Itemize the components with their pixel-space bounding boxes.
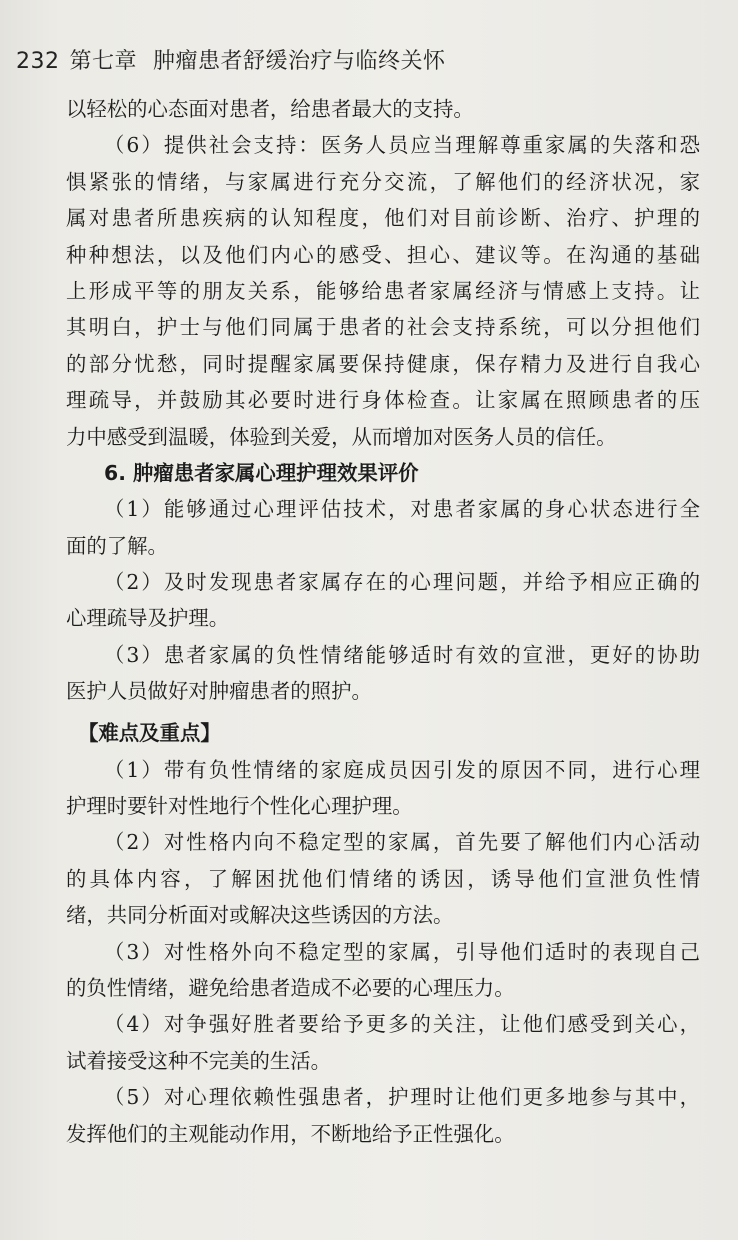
text-line: 绪，共同分析面对或解决这些诱因的方法。 [66,903,454,928]
text-line: 医护人员做好对肿瘤患者的照护。 [66,679,372,704]
text-line: 属对患者所患疾病的认知程度，他们对目前诊断、治疗、护理的 [66,206,700,231]
text-line: 上形成平等的朋友关系，能够给患者家属经济与情感上支持。让 [66,278,700,303]
paragraph-evaluation-2 [66,564,700,637]
text-line: 试着接受这种不完美的生活。 [66,1048,332,1073]
text-line: 惧紧张的情绪，与家属进行充分交流，了解他们的经济状况，家 [66,169,700,194]
text-line: （2）对性格内向不稳定型的家属，首先要了解他们内心活动 [104,830,700,855]
paragraph-social-support [66,127,700,455]
paragraph-key-5 [66,1079,700,1152]
text-line: （3）患者家属的负性情绪能够适时有效的宣泄，更好的协助 [104,642,700,667]
text-line: 理疏导，并鼓励其必要时进行身体检查。让家属在照顾患者的压 [66,388,700,413]
text-line: （2）及时发现患者家属存在的心理问题，并给予相应正确的 [104,570,700,595]
chapter-label: 第七章 [69,49,138,74]
text-line: 心理疏导及护理。 [66,606,230,631]
section-heading: 6. 肿瘤患者家属心理护理效果评价 [104,460,419,485]
text-line: 的部分忧愁，同时提醒家属要保持健康，保存精力及进行自我心 [66,351,700,376]
text-line: 以轻松的心态面对患者，给患者最大的支持。 [66,97,474,121]
text-line: （6）提供社会支持：医务人员应当理解尊重家属的失落和恐 [104,133,700,158]
text-line: 发挥他们的主观能动作用，不断地给予正性强化。 [66,1121,515,1146]
paragraph-key-2 [66,824,700,933]
text-line: （3）对性格外向不稳定型的家属，引导他们适时的表现自己 [104,939,700,964]
text-line: 护理时要针对性地行个性化心理护理。 [66,794,413,819]
text-line: （5）对心理依赖性强患者，护理时让他们更多地参与其中， [104,1085,700,1110]
text-line: （1）能够通过心理评估技术，对患者家属的身心状态进行全 [104,497,700,522]
paragraph-key-3 [66,934,700,1007]
key-points-heading: 【难点及重点】 [78,720,221,745]
page-number: 232 [16,49,60,74]
text-line: 的具体内容，了解困扰他们情绪的诱因，诱导他们宣泄负性情 [66,866,700,891]
running-header [16,44,446,75]
paragraph-key-4 [66,1006,700,1079]
text-line: 的负性情绪，避免给患者造成不必要的心理压力。 [66,975,515,1000]
paragraph-key-1 [66,752,700,825]
text-line: 力中感受到温暖，体验到关爱，从而增加对医务人员的信任。 [66,424,617,449]
page-body [66,91,700,1152]
text-line: 种种想法，以及他们内心的感受、担心、建议等。在沟通的基础 [66,242,700,267]
paragraph-evaluation-3 [66,637,700,710]
text-line: 面的了解。 [66,533,168,558]
chapter-title: 肿瘤患者舒缓治疗与临终关怀 [153,49,446,74]
text-line: 其明白，护士与他们同属于患者的社会支持系统，可以分担他们 [66,315,700,340]
text-line: （4）对争强好胜者要给予更多的关注，让他们感受到关心， [104,1012,700,1037]
paragraph-evaluation-1 [66,491,700,564]
paragraph-intro [66,91,700,127]
text-line: （1）带有负性情绪的家庭成员因引发的原因不同，进行心理 [104,757,700,782]
